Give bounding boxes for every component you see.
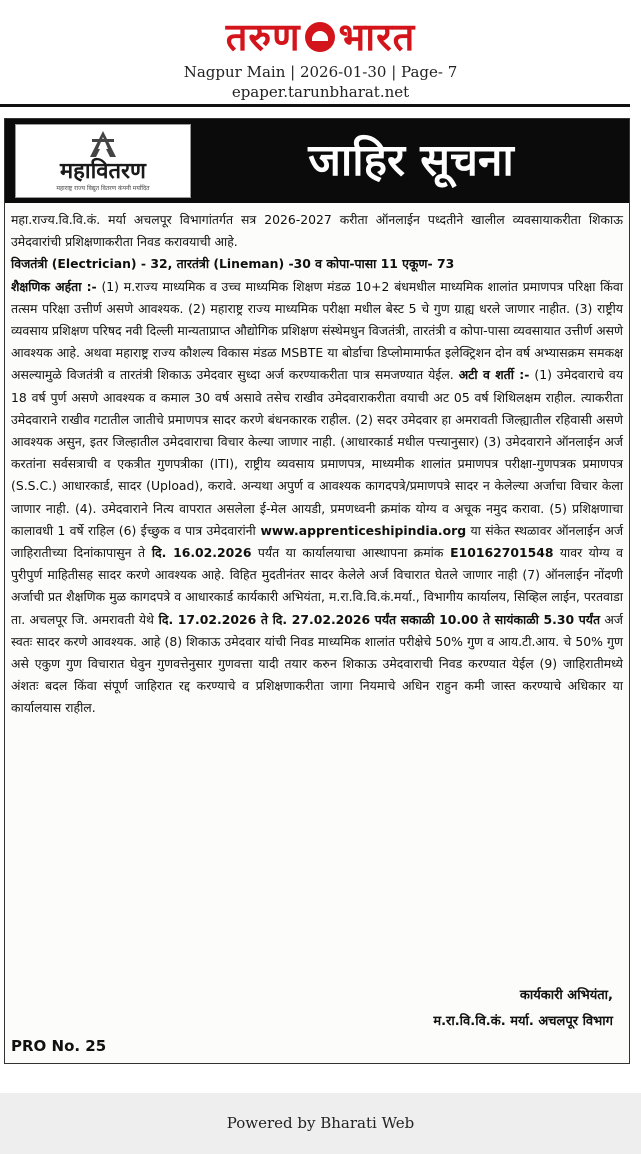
masthead-right-text: भारत: [338, 15, 416, 59]
terms-text-5: अर्ज स्वतः सादर करणे आवश्यक. आहे (8) शिकाऊ उमेदवार यांची निवड माध्यमिक शालांत परीक्षेचे 50% गुण व आय.टी.आय. चे 50% गुण असे एकुण गुण विचारात घेवुन गुणवत्तेनुसार गुणवत्ता यादी तयार करुन शिकाऊ उमेदवाराची निवड करण्यात येईल (9) जाहिरातीमध्ये अंशतः बदल किंवा संपूर्ण जाहिरात रद्द करण्याचे व प्रशिक्षणाकरीता जागा नियमाचे अधिन राहुन कमी जास्त करण्याचे अधिकार या कार्यालयास राहील.: [11, 611, 623, 716]
pro-number: PRO No. 25: [11, 1037, 107, 1055]
website-link[interactable]: www.apprenticeshipindia.org: [255, 522, 467, 538]
notice-title: जाहिर सूचना: [308, 135, 514, 186]
signatory-office: म.रा.वि.वि.कं. मर्या. अचलपूर विभाग: [433, 1014, 613, 1029]
logo-wordmark: महावितरण: [60, 159, 146, 184]
masthead-logo[interactable]: [0, 14, 641, 60]
terms-text-3: पर्यंत या कार्यालयाचा आस्थापना क्रमांक: [251, 545, 444, 561]
footer-bar: [0, 1093, 641, 1154]
terms-text-1: (1) उमेदवाराचे वय 18 वर्ष पुर्ण असणे आवश्यक व कमाल 30 वर्ष असावे तसेच राखीव उमेदवाराकरीता वयाची अट 05 वर्ष शिथिलक्षम राहील. त्याकरीता उमेदवाराने राखीव गटातील जातीचे प्रमाणपत्र सादर करणे बंधनकारक राहील. (2) सदर उमेदवार हा अमरावती जिल्ह्यातील रहिवासी असणे आवश्यक असुन, इतर जिल्हातील उमेदवाराचा विचार केल्या जाणार नाही. (आधारकार्ड मधील पत्त्यानुसार) (3) उमेदवाराने ऑनलाईन अर्ज करतांना सर्वसत्राची व एकत्रीत गुणपत्रीका (ITI), राष्ट्रीय व्यवसाय प्रमाणपत्र, माध्यमीक शालांत प्रमाणपत्र परीक्षा-गुणपत्रक प्रमाणपत्र (S.S.C.) आधारकार्ड, सादर (Upload), करावे. अन्यथा अपुर्ण व आवश्यक कागदपत्रे/प्रमाणपत्रे सादर न केलेल्या अर्जाचा विचार केला जाणार नाही. (4). उमेदवाराने नित्य वापरात असलेला ई-मेल आयडी, प्रमणध्वनी क्रमांक योग्य व अचूक नमुद करावा. (5) प्रशिक्षणाचा कालावधी 1 वर्षे राहिल (6) ईच्छुक व पात्र उमेदवारांनी: [11, 367, 623, 538]
notice-body: [11, 209, 623, 720]
header-divider: [0, 104, 630, 107]
trades-line: विजतंत्री (Electrician) - 32, तारतंत्री (Lineman) -30 व कोपा-पासा 11 एकूण- 73: [11, 256, 455, 272]
establishment-number: E10162701548: [443, 545, 554, 561]
signature-block: [433, 983, 613, 1035]
terms-text-4: यावर योग्य व पुरीपुर्ण माहितीसह सादर करणे आवश्यक आहे. विहित मुदतीनंतर सादर केलेले अर्ज विचारात घेतले जाणार नाही (7) ऑनलाईन नोंदणी अर्जाची प्रत शैक्षणिक मुळ कागदपत्रे व आधारकार्ड कार्यकारी अभियंता, म.रा.वि.वि.कं.मर्या., विभागीय कार्यालय, सिव्हिल लाईन, परतवाडा ता. अचलपूर जि. अमरावती येथे: [11, 545, 623, 627]
notice-clipping[interactable]: [4, 118, 630, 1064]
masthead-left-text: तरुण: [225, 15, 301, 59]
site-url[interactable]: epaper.tarunbharat.net: [231, 83, 410, 101]
edition-info: Nagpur Main | 2026-01-30 | Page- 7: [183, 63, 458, 81]
mahavitaran-logo: [15, 124, 191, 198]
terms-label: अटी व शर्ती :-: [458, 367, 530, 383]
terms-text-2: या संकेत स्थळावर ऑनलाईन अर्ज जाहिरातीच्या दिनांकापासुन ते: [11, 522, 624, 561]
submission-window: दि. 17.02.2026 ते दि. 27.02.2026 पर्यंत सकाळी 10.00 ते सायंकाळी 5.30 पर्यंत: [153, 611, 601, 627]
qualification-paragraph: [11, 276, 623, 720]
masthead-emblem-icon: [305, 22, 335, 52]
powered-by-text[interactable]: Powered by Bharati Web: [226, 1114, 415, 1132]
notice-banner: [5, 119, 629, 203]
last-date: दि. 16.02.2026: [145, 545, 252, 561]
logo-tagline: महाराष्ट्र राज्य विद्युत वितरण कंपनी मर्यादित: [56, 185, 150, 192]
intro-paragraph: महा.राज्य.वि.वि.कं. मर्या अचलपूर विभागांतर्गत सत्र 2026-2027 करीता ऑनलाईन पध्दतीने खालील व्यवसायाकरीता शिकाऊ उमेदवारांची प्रशिक्षणाकरीता निवड करावयाची आहे.: [11, 212, 623, 250]
qualification-label: शैक्षणिक अर्हता :-: [11, 278, 97, 294]
epaper-header: [0, 0, 641, 106]
signatory-title: कार्यकारी अभियंता,: [519, 988, 613, 1003]
qualification-text: (1) म.राज्य माध्यमिक व उच्च माध्यमिक शिक्षण मंडळ 10+2 बंधमधील माध्यमिक शालांत प्रमाणपत्र परिक्षा किंवा तत्सम परिक्षा उत्तीर्ण असणे आवश्यक. (2) महाराष्ट्र राज्य माध्यमिक परीक्षा मधील बेस्ट 5 चे गुण ग्राह्य धरले जाणार नाहीत. (3) राष्ट्रीय व्यवसाय प्रशिक्षण परिषद नवी दिल्ली मान्यताप्राप्त औद्योगिक प्रशिक्षण संस्थेमधुन विजतंत्री, तारतंत्री व कोपा-पासा व्यवसायात उत्तीर्ण असणे आवश्यक आहे. अथवा महाराष्ट्र राज्य कौशल्य विकास मंडळ MSBTE या बोर्डाचा डिप्लोमामार्फत इलेक्ट्रिशन दोन वर्ष अभ्यासक्रम समकक्ष असल्यामुळे विजतंत्री व तारतंत्री शिकाऊ उमेदवार सुध्दा अर्ज करण्याकरीता पात्र समजण्यात येईल.: [11, 278, 623, 383]
mahavitaran-tower-icon: [86, 129, 120, 159]
